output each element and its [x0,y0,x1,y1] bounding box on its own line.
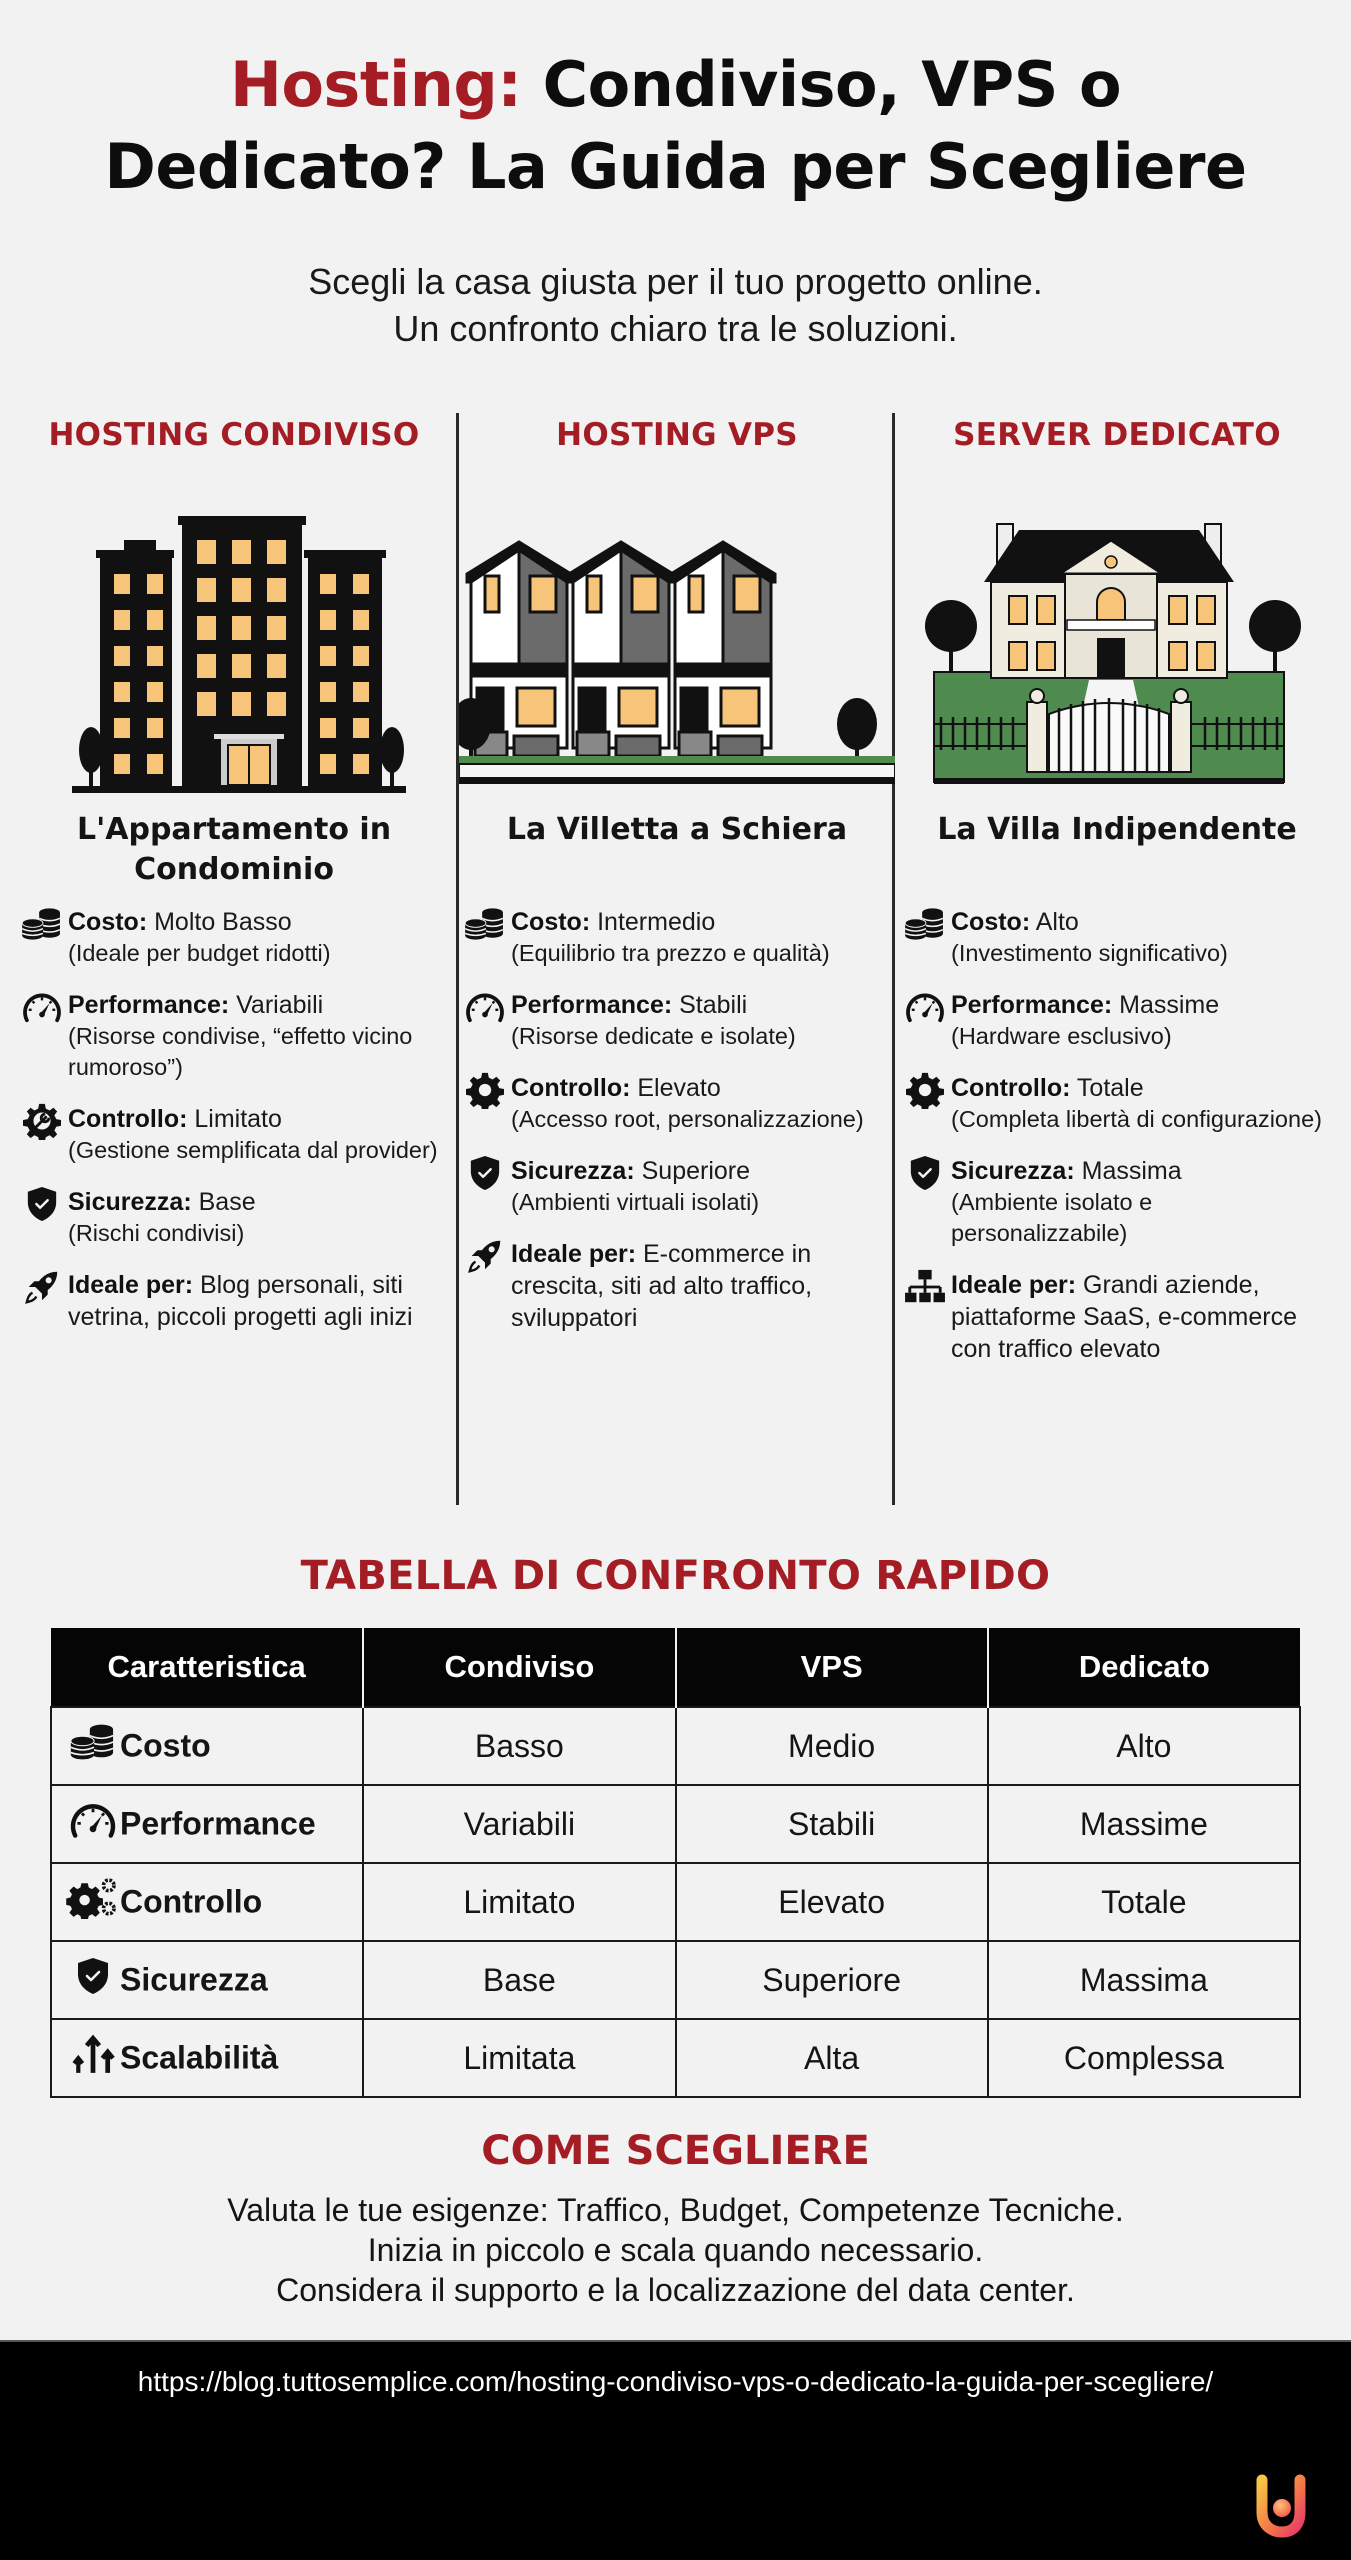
speedometer-icon [899,987,951,1027]
gear-wrench-icon [16,1101,68,1141]
feature-cost: Costo: Molto Basso (Ideale per budget ridotti) [16,906,452,969]
header-shared: Condiviso [363,1628,675,1707]
speedometer-icon [459,987,511,1027]
coins-icon [66,1723,120,1769]
column-subtitle: La Villa Indipendente [937,812,1297,847]
feature-control: Controllo: Elevato (Accesso root, personalizzazione) [459,1072,895,1135]
coins-icon [459,904,511,944]
feature-ideal-for: Ideale per: E-commerce in crescita, siti ad alto traffico, sviluppatori [459,1238,895,1334]
header-feature: Caratteristica [51,1628,363,1707]
shield-check-icon [66,1956,120,2004]
source-url-link[interactable]: https://blog.tuttosemplice.com/hosting-condiviso-vps-o-dedicato-la-guida-per-scegliere/ [137,2366,1214,2397]
coins-icon [899,904,951,944]
comparison-title: TABELLA DI CONFRONTO RAPIDO [300,1553,1051,1599]
feature-control: Controllo: Limitato (Gestione semplificata dal provider) [16,1103,452,1166]
table-row: Controllo Limitato Elevato Totale [51,1863,1300,1941]
table-header-row [51,1628,1300,1707]
table-row: Scalabilità Limitata Alta Complessa [51,2019,1300,2097]
rocket-icon [16,1267,68,1307]
column-subtitle: La Villetta a Schiera [506,812,848,847]
comparison-table [50,1628,1301,2098]
feature-security: Sicurezza: Superiore (Ambienti virtuali isolati) [459,1155,895,1218]
column-vps-hosting [459,410,895,1332]
speedometer-icon [16,987,68,1027]
table-row: Costo Basso Medio Alto [51,1707,1300,1785]
feature-performance: Performance: Stabili (Risorse dedicate e isolate) [459,989,895,1052]
feature-performance: Performance: Variabili (Risorse condivise, “effetto vicino rumoroso”) [16,989,452,1083]
shield-check-icon [16,1184,68,1224]
table-row: Performance Variabili Stabili Massime [51,1785,1300,1863]
table-row: Sicurezza Base Superiore Massima [51,1941,1300,2019]
page-title [0,44,1351,208]
tip-line: Considera il supporto e la localizzazione del data center. [276,2272,1075,2308]
how-to-choose-title: COME SCEGLIERE [481,2128,870,2174]
gears-icon [66,1877,120,1927]
feature-list [459,906,895,1354]
title-line2: Dedicato? La Guida per Scegliere [104,130,1247,203]
feature-list [899,906,1335,1385]
page-subtitle [0,258,1351,352]
feature-cost: Costo: Intermedio (Equilibrio tra prezzo e qualità) [459,906,895,969]
villa-icon [899,502,1335,802]
subtitle-line-2: Un confronto chiaro tra le soluzioni. [393,308,958,349]
column-heading: SERVER DEDICATO [953,417,1281,453]
header-vps: VPS [676,1628,988,1707]
feature-ideal-for: Ideale per: Blog personali, siti vetrina, piccoli progetti agli inizi [16,1269,452,1333]
shield-check-icon [899,1153,951,1193]
subtitle-line-1: Scegli la casa giusta per il tuo progetto online. [308,261,1043,302]
feature-list [16,906,452,1353]
apartment-building-icon [16,502,452,802]
how-to-choose-text [0,2190,1351,2310]
feature-ideal-for: Ideale per: Grandi aziende, piattaforme SaaS, e-commerce con traffico elevato [899,1269,1335,1365]
sitemap-icon [899,1267,951,1307]
feature-cost: Costo: Alto (Investimento significativo) [899,906,1335,969]
tuttosemplice-logo-icon [1250,2474,1310,2538]
rocket-icon [459,1236,511,1276]
feature-security: Sicurezza: Base (Rischi condivisi) [16,1186,452,1249]
tip-line: Valuta le tue esigenze: Traffico, Budget, Competenze Tecniche. [227,2192,1124,2228]
townhouses-icon [459,502,895,802]
coins-icon [16,904,68,944]
title-line1-rest: Condiviso, VPS o [521,48,1122,121]
column-heading: HOSTING CONDIVISO [48,417,420,453]
gear-icon [459,1070,511,1110]
shield-check-icon [459,1153,511,1193]
gear-icon [899,1070,951,1110]
column-dedicated-server [899,410,1335,1363]
feature-control: Controllo: Totale (Completa libertà di configurazione) [899,1072,1335,1135]
tip-line: Inizia in piccolo e scala quando necessario. [367,2232,984,2268]
title-accent: Hosting: [229,48,522,121]
feature-performance: Performance: Massime (Hardware esclusivo) [899,989,1335,1052]
footer [0,2340,1351,2560]
column-heading: HOSTING VPS [556,417,798,453]
column-shared-hosting [16,410,452,1331]
column-subtitle: L'Appartamento in Condominio [76,812,392,887]
growth-arrows-icon [66,2033,120,2083]
feature-security: Sicurezza: Massima (Ambiente isolato e personalizzabile) [899,1155,1335,1249]
header-dedicated: Dedicato [988,1628,1300,1707]
speedometer-icon [66,1800,120,1848]
